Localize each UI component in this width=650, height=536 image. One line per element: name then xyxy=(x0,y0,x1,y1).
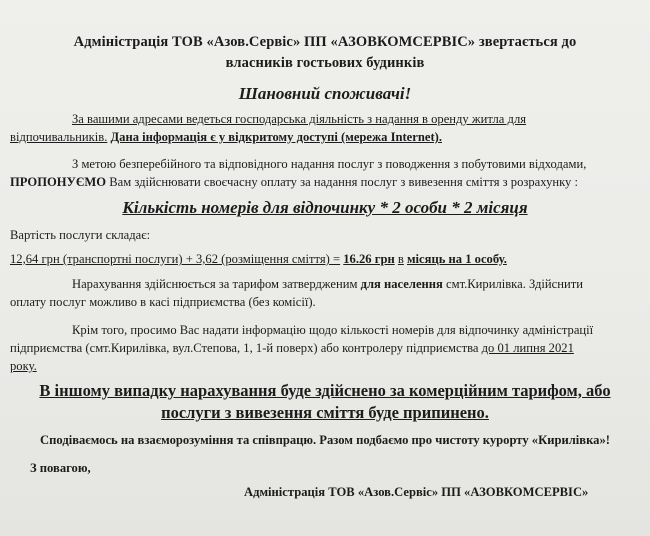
paragraph-2-emphasis: ПРОПОНУЄМО xyxy=(10,175,107,189)
price-in: в xyxy=(397,252,404,266)
price-total: 16.26 грн xyxy=(343,252,395,266)
paragraph-3-line-2: оплату послуг можливо в касі підприємства (без комісії). xyxy=(10,295,316,309)
header-line-1: Адміністрація ТОВ «Азов.Сервіс» ПП «АЗОВКОМСЕРВІС» звертається до xyxy=(73,34,577,50)
paragraph-3-emphasis: для населення xyxy=(360,277,443,291)
paragraph-4-line-2 xyxy=(10,341,574,356)
paragraph-4-line-1: Крім того, просимо Вас надати інформацію щодо кількості номерів для відпочинку адміністрації xyxy=(72,323,594,337)
price-formula: 12,64 грн (транспортні послуги) + 3,62 (розміщення сміття) = xyxy=(10,252,341,266)
paragraph-1-text-2: відпочивальників. xyxy=(10,130,108,144)
paragraph-1-text-1: За вашими адресами ведеться господарська діяльність з надання в оренду житла для xyxy=(72,112,527,126)
greeting: Шановний споживачі! xyxy=(238,84,412,103)
paragraph-3-line-1 xyxy=(72,277,583,292)
paragraph-2-text: Вам здійснювати своєчасну оплату за надання послуг з вивезення сміття з розрахунку : xyxy=(109,175,578,189)
price-per: місяць на 1 особу. xyxy=(406,252,507,266)
price-formula-line xyxy=(10,252,507,267)
regards: З повагою, xyxy=(30,461,91,475)
paragraph-1-bold-note: Дана інформація є у відкритому доступі (мережа Internet). xyxy=(110,130,442,144)
paragraph-4-deadline-end: року. xyxy=(10,359,37,373)
closing-statement: Сподіваємось на взаєморозуміння та співпрацю. Разом подбаємо про чистоту курорту «Кирилівка»! xyxy=(40,433,610,447)
signature: Адміністрація ТОВ «Азов.Сервіс» ПП «АЗОВКОМСЕРВІС» xyxy=(244,485,589,499)
paragraph-1-line-2 xyxy=(10,130,442,145)
calculation-formula-title: Кількість номерів для відпочинку * 2 особи * 2 місяця xyxy=(122,198,528,217)
paragraph-2-line-1: З метою безперебійного та відповідного надання послуг з поводження з побутовими відходами, xyxy=(72,157,587,171)
paragraph-4-line-3 xyxy=(10,359,37,374)
paragraph-4-text: підприємства (смт.Кирилівка, вул.Степова, 1, 1-й поверх) або контролеру підприємства xyxy=(10,341,479,355)
paragraph-3-text-c: смт.Кирилівка. Здійснити xyxy=(446,277,583,291)
paragraph-2-line-2 xyxy=(10,175,578,190)
price-label: Вартість послуги складає: xyxy=(10,228,151,242)
paragraph-3-text-a: Нарахування здійснюється за тарифом затвердженим xyxy=(72,277,358,291)
header-line-2: власників гостьових будинків xyxy=(225,55,425,71)
warning-line-2: послуги з вивезення сміття буде припинено. xyxy=(161,403,489,422)
paragraph-4-deadline: до 01 липня 2021 xyxy=(481,341,574,355)
warning-line-1: В іншому випадку нарахування буде здійснено за комерційним тарифом, або xyxy=(39,381,611,400)
paragraph-1-line-1 xyxy=(72,112,526,127)
